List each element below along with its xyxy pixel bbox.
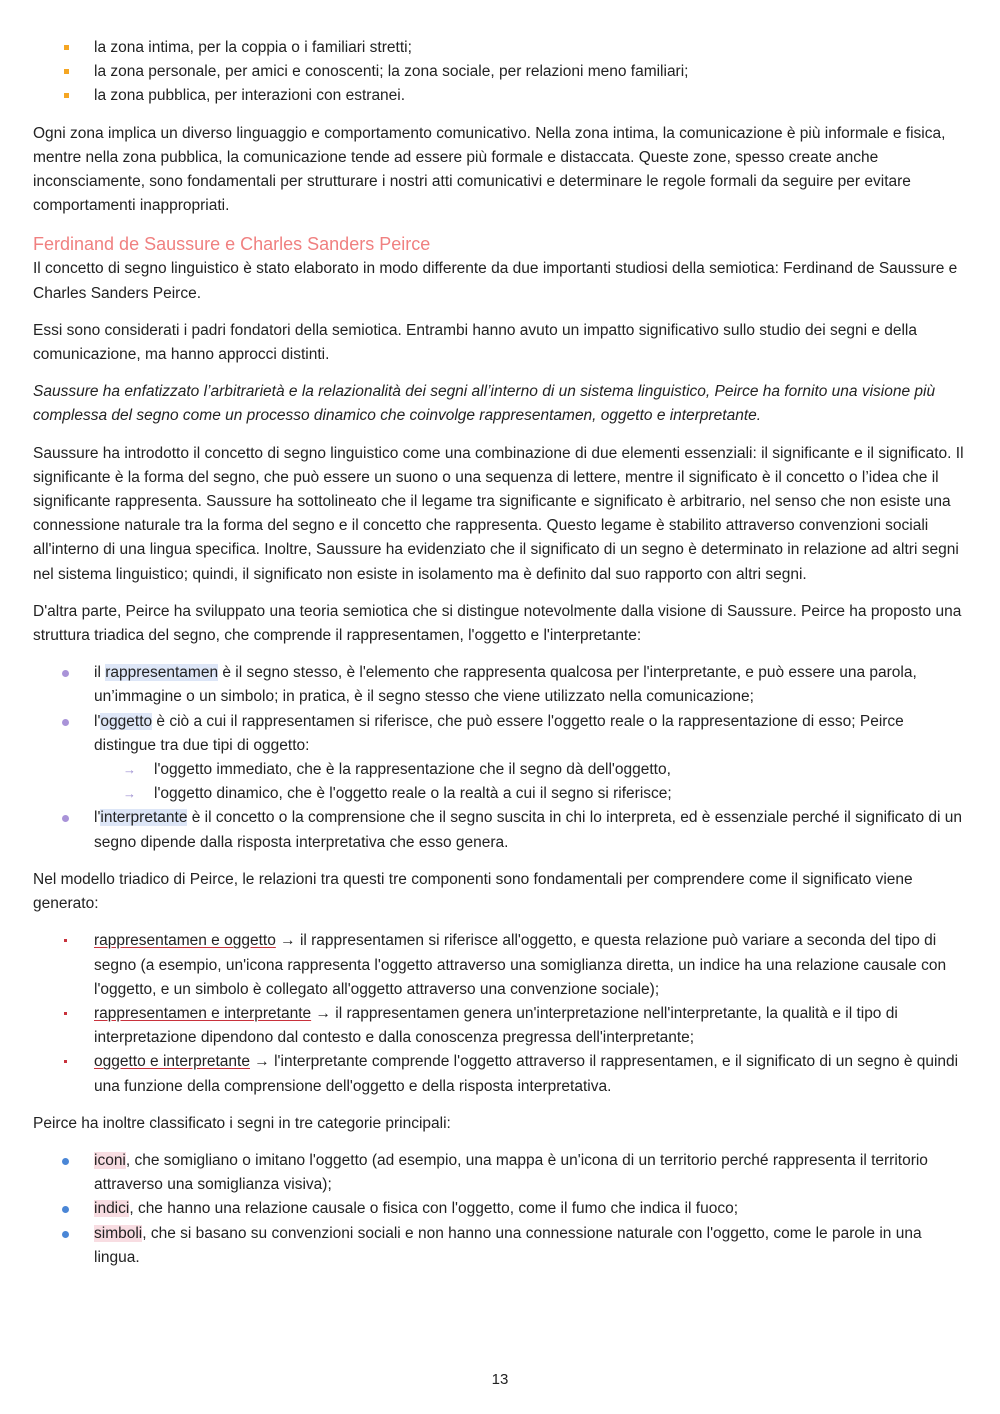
square-bullet-icon — [64, 45, 69, 50]
definition-text: è ciò a cui il rappresentamen si riferisce, che può essere l'oggetto reale o la rappresentazione di esso; Peirce distingue tra due tipi di oggetto: — [94, 712, 904, 754]
page-number: 13 — [491, 1371, 509, 1388]
term-prefix: l' — [94, 809, 101, 827]
list-item-text: la zona personale, per amici e conoscenti; la zona sociale, per relazioni meno familiari; — [94, 63, 689, 81]
list-item — [33, 1002, 967, 1050]
highlighted-term: oggetto — [100, 712, 153, 730]
term-prefix: il — [94, 664, 106, 682]
term-prefix: l' — [94, 712, 101, 730]
list-item-text: la zona pubblica, per interazioni con estranei. — [94, 87, 406, 105]
arrow-right-icon: → — [123, 786, 136, 802]
underlined-term: oggetto e interpretante — [94, 1053, 250, 1071]
arrow-right-icon: → — [123, 762, 136, 778]
highlighted-term: iconi — [94, 1151, 126, 1169]
saussure-paragraph: Saussure ha introdotto il concetto di segno linguistico come una combinazione di due elementi essenziali: il significante e il significato. Il significante è la forma del segno, che può essere un suono o una sequenza di lettere, mentre il significato è il concetto o l’idea che il significante rappresenta. Saussure ha sottolineato che il legame tra significante e significato è arbitrario, nel senso che non esiste una connessione naturale tra la forma del segno e il concetto che rappresenta. Questo legame è stabilito attraverso convenzioni sociali all'interno di una lingua specifica. Inoltre, Saussure ha evidenziato che il significato di un segno è determinato in relazione ad altri segni nel sistema linguistico; quindi, il significato non esiste in isolamento ma è definito dal suo rapporto con altri segni. — [33, 444, 964, 583]
sign-categories-list — [33, 1149, 967, 1270]
dot-bullet-icon — [62, 719, 69, 726]
category-text: , che hanno una relazione causale o fisica con l'oggetto, come il fumo che indica il fuoco; — [129, 1200, 739, 1218]
sublist-item — [94, 782, 967, 806]
highlighted-term: simboli — [94, 1224, 143, 1242]
intro-paragraph: Il concetto di segno linguistico è stato elaborato in modo differente da due importanti studiosi della semiotica: Ferdinand de Saussure e Charles Sanders Peirce. — [33, 260, 958, 302]
relations-list — [33, 929, 967, 1098]
underlined-term: rappresentamen e interpretante — [94, 1004, 312, 1022]
list-item — [33, 1222, 967, 1270]
list-item — [33, 1197, 967, 1221]
dot-bullet-icon — [62, 1206, 69, 1213]
object-types-sublist — [94, 758, 967, 806]
peirce-paragraph: D'altra parte, Peirce ha sviluppato una teoria semiotica che si distingue notevolmente dalla visione di Saussure. Peirce ha proposto una struttura triadica del segno, che comprende il rappresentamen, l'oggetto e l'interpretante: — [33, 602, 962, 645]
proxemic-zones-list — [33, 36, 967, 109]
sublist-item-text: l'oggetto immediato, che è la rappresentazione che il segno dà dell'oggetto, — [154, 761, 671, 779]
list-item-rappresentamen — [33, 661, 967, 709]
relation-text: → l'interpretante comprende l'oggetto attraverso il rappresentamen, e il significato di un segno è quindi una funzione della comprensione dell'oggetto e della risposta interpretativa. — [94, 1053, 959, 1095]
dot-bullet-icon — [62, 670, 69, 677]
list-item — [33, 36, 967, 60]
square-bullet-icon — [64, 939, 67, 942]
document-page — [33, 36, 967, 1283]
square-bullet-icon — [64, 93, 69, 98]
italic-summary-paragraph: Saussure ha enfatizzato l’arbitrarietà e la relazionalità dei segni all’interno di un sistema linguistico, Peirce ha fornito una visione più complessa del segno come un processo dinamico che coinvolge rappresentamen, oggetto e interpretante. — [33, 383, 936, 425]
relation-text: → il rappresentamen si riferisce all'oggetto, e questa relazione può variare a seconda del tipo di segno (a esempio, un'icona rappresenta l'oggetto attraverso una somiglianza diretta, un indice ha una relazione causale con l'oggetto, e un simbolo è collegato all'oggetto attraverso una convenzione sociale); — [94, 932, 947, 998]
highlighted-term: rappresentamen — [105, 664, 219, 682]
square-bullet-icon — [64, 1012, 67, 1015]
relations-intro-paragraph: Nel modello triadico di Peirce, le relazioni tra questi tre componenti sono fondamentali per comprendere come il significato viene generato: — [33, 870, 913, 913]
list-item-text: la zona intima, per la coppia o i familiari stretti; — [94, 39, 412, 56]
underlined-term: rappresentamen e oggetto — [94, 932, 276, 950]
list-item — [33, 84, 967, 108]
list-item — [33, 1050, 967, 1098]
categories-intro-paragraph: Peirce ha inoltre classificato i segni in tre categorie principali: — [33, 1114, 451, 1132]
triad-list — [33, 661, 967, 855]
list-item-oggetto — [33, 710, 967, 807]
relation-text: → il rappresentamen genera un'interpretazione nell'interpretante, la qualità e il tipo di interpretazione dipendono dal contesto e dalla conoscenza pregressa dell'interpretante; — [94, 1004, 898, 1047]
square-bullet-icon — [64, 1060, 67, 1063]
list-item-interpretante — [33, 806, 967, 854]
category-text: , che si basano su convenzioni sociali e non hanno una connessione naturale con l'oggetto, come le parole in una lingua. — [94, 1224, 922, 1266]
dot-bullet-icon — [62, 1158, 69, 1165]
square-bullet-icon — [64, 69, 69, 74]
definition-text: è il concetto o la comprensione che il segno suscita in chi lo interpreta, ed è essenziale perché il significato di un segno dipende dalla risposta interpretativa che esso genera. — [94, 809, 963, 851]
dot-bullet-icon — [62, 1231, 69, 1238]
zones-paragraph: Ogni zona implica un diverso linguaggio e comportamento comunicativo. Nella zona intima, la comunicazione è più informale e fisica, mentre nella zona pubblica, la comunicazione tende ad essere più formale e distaccata. Queste zone, spesso create anche inconsciamente, sono fondamentali per strutturare i nostri atti comunicativi e determinare le regole formali da seguire per evitare comportamenti inappropriati. — [33, 124, 946, 215]
sublist-item-text: l'oggetto dinamico, che è l'oggetto reale o la realtà a cui il segno si riferisce; — [154, 785, 672, 803]
list-item — [33, 60, 967, 84]
definition-text: è il segno stesso, è l'elemento che rappresenta qualcosa per l'interpretante, e può essere una parola, un’immagine o un simbolo; in pratica, è il segno stesso che viene utilizzato nella comunicazione; — [94, 664, 917, 706]
dot-bullet-icon — [62, 815, 69, 822]
highlighted-term: indici — [94, 1200, 130, 1218]
category-text: , che somigliano o imitano l'oggetto (ad esempio, una mappa è un'icona di un territorio perché rappresenta il territorio attraverso una somiglianza visiva); — [94, 1151, 928, 1194]
highlighted-term: interpretante — [100, 809, 188, 827]
list-item — [33, 1149, 967, 1197]
list-item — [33, 929, 967, 1002]
section-heading: Ferdinand de Saussure e Charles Sanders Peirce — [33, 234, 431, 255]
sublist-item — [94, 758, 967, 782]
founders-paragraph: Essi sono considerati i padri fondatori della semiotica. Entrambi hanno avuto un impatto significativo sullo studio dei segni e della comunicazione, ma hanno approcci distinti. — [33, 321, 917, 364]
